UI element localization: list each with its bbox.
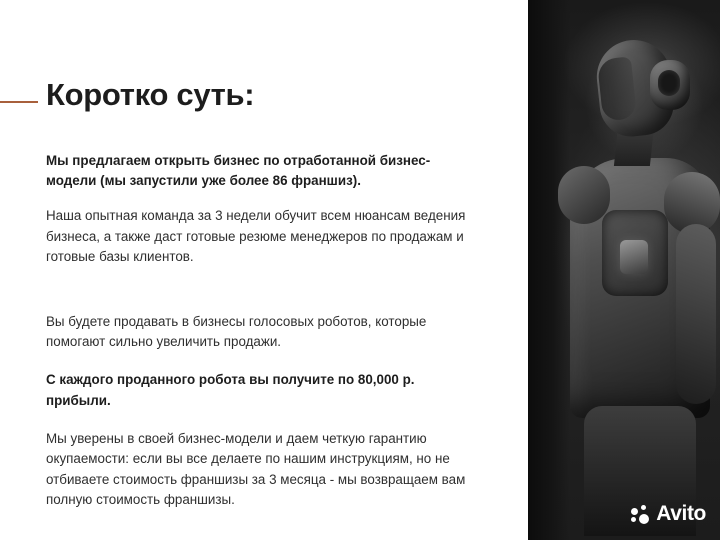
robot-chest-core-shape [620, 240, 648, 274]
accent-rule-decoration [0, 101, 38, 103]
paragraph-product: Вы будете продавать в бизнесы голосовых роботов, которые помогают сильно увеличить продажи. [46, 313, 427, 349]
robot-shoulder-left-shape [558, 166, 610, 224]
robot-image-panel [528, 0, 720, 540]
robot-figure-illustration [554, 34, 720, 540]
avito-watermark [631, 502, 706, 526]
paragraph-training: Наша опытная команда за 3 недели обучит всем нюансам ведения бизнеса, а также даст готовые резюме менеджеров по продажам и готовые базы клиентов. [46, 208, 466, 265]
title-row [46, 78, 482, 113]
avito-watermark-label: Avito [656, 502, 706, 525]
paragraph-profit: С каждого проданного робота вы получите по 80,000 р. прибыли. [46, 372, 415, 408]
paragraph-offer: Мы предлагаем открыть бизнес по отработанной бизнес-модели (мы запустили уже более 86 франшиз). [46, 152, 431, 189]
page-title: Коротко суть: [46, 77, 255, 112]
paragraph-guarantee: Мы уверены в своей бизнес-модели и даем четкую гарантию окупаемости: если вы все делаете по нашим инструкциям, но не отбиваете стоимость франшизы за 3 месяца - мы возвращаем вам полную стоимость франшизы. [46, 431, 466, 508]
robot-arm-right-shape [676, 224, 716, 404]
avito-logo-icon [631, 505, 650, 524]
robot-headphone-ring-shape [658, 70, 680, 96]
